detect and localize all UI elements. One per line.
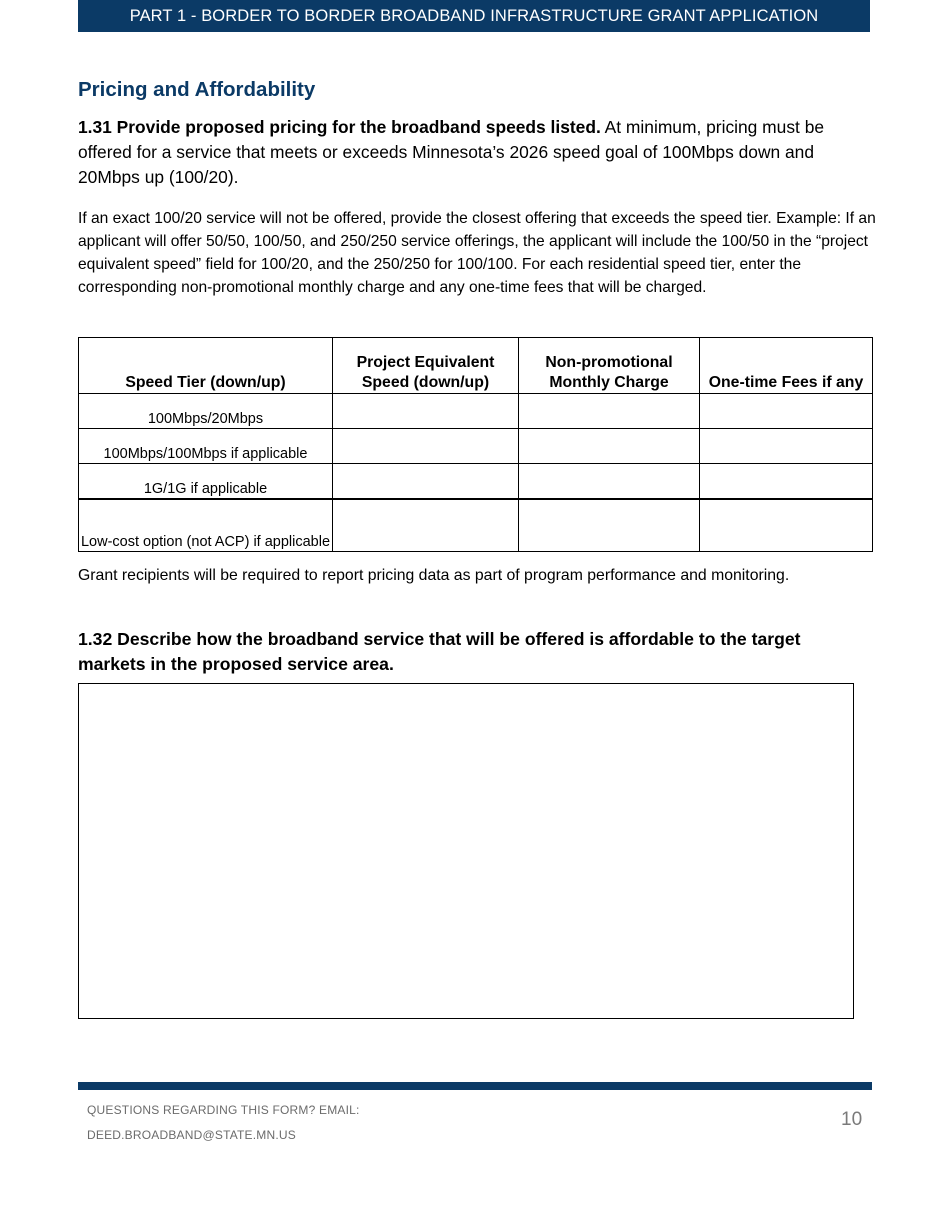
pricing-instructions: If an exact 100/20 service will not be offered, provide the closest offering that exceeds the speed tier. Example: If an applicant will offer 50/50, 100/50, and 250/250 service offerings, the applicant will include the 100/50 in the “project equivalent speed” field for 100/20, and the 250/250 for 100/100. For each residential speed tier, enter the corresponding non-promotional monthly charge and any one-time fees that will be charged. (78, 210, 876, 296)
question-1-32: 1.32 Describe how the broadband service that will be offered is affordable to the target markets in the proposed service area. (78, 629, 801, 674)
section-title: Pricing and Affordability (78, 78, 316, 101)
header-project-equivalent-speed: Project Equivalent Speed (down/up) (333, 338, 519, 394)
speed-tier-cell: 100Mbps/100Mbps if applicable (79, 429, 333, 464)
equivalent-speed-field[interactable] (333, 464, 519, 500)
header-monthly-charge: Non-promotional Monthly Charge (519, 338, 700, 394)
footer-divider (78, 1082, 872, 1090)
question-1-31-text: At minimum, pricing must be offered for a service that meets or exceeds Minnesota’s 2026 speed goal of 100Mbps down and 20Mbps up (100/20). (78, 117, 825, 187)
page-number: 10 (841, 1109, 863, 1130)
equivalent-speed-field[interactable] (333, 394, 519, 429)
table-row (79, 499, 873, 552)
one-time-fees-field[interactable] (700, 499, 873, 552)
speed-tier-cell: 1G/1G if applicable (79, 464, 333, 500)
table-row (79, 429, 873, 464)
header-speed-tier: Speed Tier (down/up) (79, 338, 333, 394)
monthly-charge-field[interactable] (519, 394, 700, 429)
question-1-31-bold: 1.31 Provide proposed pricing for the broadband speeds listed. (78, 117, 601, 137)
equivalent-speed-field[interactable] (333, 429, 519, 464)
equivalent-speed-field[interactable] (333, 499, 519, 552)
table-header-row (79, 338, 873, 394)
footer-contact-email[interactable]: DEED.BROADBAND@STATE.MN.US (87, 1128, 296, 1142)
speed-tier-cell: 100Mbps/20Mbps (79, 394, 333, 429)
question-1-31 (78, 115, 870, 190)
footer-contact (87, 1098, 360, 1148)
header-banner: PART 1 - BORDER TO BORDER BROADBAND INFRASTRUCTURE GRANT APPLICATION (78, 0, 870, 32)
table-row (79, 394, 873, 429)
footer-contact-label: QUESTIONS REGARDING THIS FORM? EMAIL: (87, 1103, 360, 1117)
monthly-charge-field[interactable] (519, 429, 700, 464)
speed-tier-cell: Low-cost option (not ACP) if applicable (79, 499, 333, 552)
one-time-fees-field[interactable] (700, 464, 873, 500)
monthly-charge-field[interactable] (519, 499, 700, 552)
reporting-note: Grant recipients will be required to report pricing data as part of program performance and monitoring. (78, 567, 790, 584)
monthly-charge-field[interactable] (519, 464, 700, 500)
one-time-fees-field[interactable] (700, 429, 873, 464)
pricing-table (78, 337, 873, 552)
header-one-time-fees: One-time Fees if any (700, 338, 873, 394)
table-row (79, 464, 873, 500)
affordability-answer-field[interactable] (78, 683, 854, 1019)
one-time-fees-field[interactable] (700, 394, 873, 429)
